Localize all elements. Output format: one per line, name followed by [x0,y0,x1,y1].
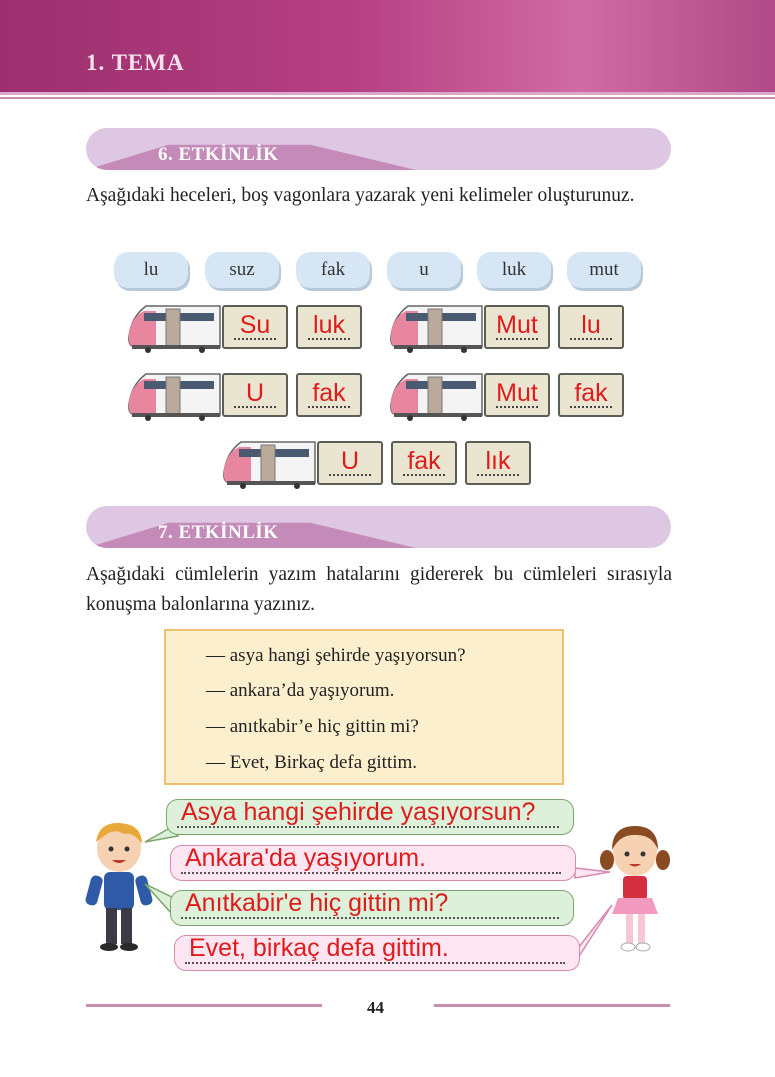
speech-bubble[interactable]: Asya hangi şehirde yaşıyorsun? [166,799,574,835]
wagon[interactable]: fak [391,441,457,485]
section-6-title: 6. ETKİNLİK [158,144,279,165]
locomotive-icon [126,303,222,353]
locomotive-icon [126,371,222,421]
speech-bubble[interactable]: Anıtkabir'e hiç gittin mi? [170,890,574,926]
sentence-line: — anıtkabir’e hiç gittin mi? [206,716,419,737]
locomotive-icon [388,303,484,353]
wagon[interactable]: Mut [484,373,550,417]
page-number: 44 [367,998,384,1017]
wagon[interactable]: luk [296,305,362,349]
header-divider [0,92,775,95]
wagon[interactable]: lık [465,441,531,485]
train-4 [388,371,633,423]
wagon[interactable]: U [317,441,383,485]
boy-illustration [84,820,154,955]
sentence-box [164,629,564,785]
locomotive-icon [221,439,317,489]
footer-rule-right [434,1004,670,1007]
wagon[interactable]: fak [296,373,362,417]
train-3 [126,371,366,423]
sentence-line: — ankara’da yaşıyorum. [206,680,395,701]
syllable-chip: lu [114,252,188,288]
sentence-line: — Evet, Birkaç defa gittim. [206,752,418,773]
wagon[interactable]: U [222,373,288,417]
locomotive-icon [388,371,484,421]
syllable-chip: mut [567,252,641,288]
train-2 [388,303,633,355]
footer-rule-left [86,1004,322,1007]
sentence-line: — asya hangi şehirde yaşıyorsun? [206,645,466,666]
syllable-chip: fak [296,252,370,288]
train-1 [126,303,366,355]
section-6-instruction: Aşağıdaki heceleri, boş vagonlara yazarak yeni kelimeler oluşturunuz. [86,185,635,206]
wagon[interactable]: fak [558,373,624,417]
header-divider-thin [0,97,775,99]
wagon[interactable]: Mut [484,305,550,349]
speech-bubble[interactable]: Evet, birkaç defa gittim. [174,935,580,971]
theme-label: 1. TEMA [86,50,185,75]
syllable-chip: suz [205,252,279,288]
section-7-title: 7. ETKİNLİK [158,522,279,543]
wagon[interactable]: lu [558,305,624,349]
girl-illustration [598,822,673,957]
wagon[interactable]: Su [222,305,288,349]
section-7-instruction: Aşağıdaki cümlelerin yazım hatalarını gidererek bu cümleleri sırasıyla konuşma balonlarına yazınız. [86,564,672,615]
syllable-chip: u [387,252,461,288]
speech-bubble[interactable]: Ankara'da yaşıyorum. [170,845,576,881]
syllable-chip: luk [477,252,551,288]
train-5 [221,439,536,491]
page-header [0,0,775,92]
